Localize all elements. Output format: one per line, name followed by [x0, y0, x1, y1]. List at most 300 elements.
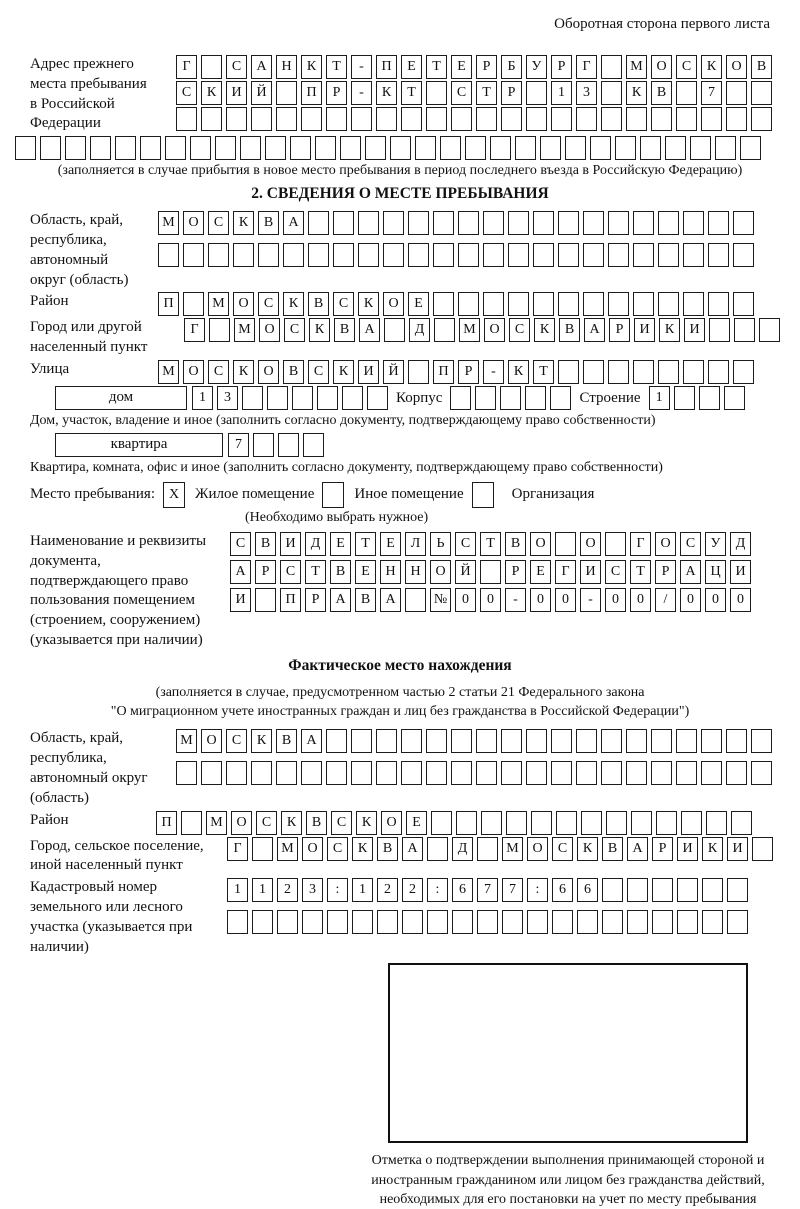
char-box[interactable]: [583, 360, 604, 384]
char-box[interactable]: [751, 761, 772, 785]
char-box[interactable]: Р: [551, 55, 572, 79]
char-box[interactable]: И: [580, 560, 601, 584]
char-box[interactable]: [408, 243, 429, 267]
char-box[interactable]: [658, 292, 679, 316]
char-box[interactable]: П: [156, 811, 177, 835]
char-box[interactable]: [376, 729, 397, 753]
char-box[interactable]: [181, 811, 202, 835]
char-box[interactable]: Т: [305, 560, 326, 584]
char-box[interactable]: И: [230, 588, 251, 612]
char-box[interactable]: :: [327, 878, 348, 902]
char-box[interactable]: [651, 729, 672, 753]
char-box[interactable]: П: [301, 81, 322, 105]
char-box[interactable]: [277, 910, 298, 934]
char-box[interactable]: 0: [480, 588, 501, 612]
char-box[interactable]: [502, 910, 523, 934]
char-box[interactable]: А: [627, 837, 648, 861]
char-box[interactable]: 6: [552, 878, 573, 902]
char-box[interactable]: -: [351, 81, 372, 105]
char-box[interactable]: [633, 211, 654, 235]
char-box[interactable]: И: [280, 532, 301, 556]
char-box[interactable]: [278, 433, 299, 457]
char-box[interactable]: О: [231, 811, 252, 835]
char-box[interactable]: О: [233, 292, 254, 316]
char-box[interactable]: [465, 136, 486, 160]
char-box[interactable]: [401, 107, 422, 131]
char-box[interactable]: 1: [192, 386, 213, 410]
char-box[interactable]: [527, 910, 548, 934]
char-box[interactable]: В: [334, 318, 355, 342]
char-box[interactable]: Т: [476, 81, 497, 105]
char-box[interactable]: [733, 360, 754, 384]
char-box[interactable]: Н: [405, 560, 426, 584]
char-box[interactable]: [608, 211, 629, 235]
char-box[interactable]: [401, 729, 422, 753]
char-box[interactable]: [226, 107, 247, 131]
char-box[interactable]: [501, 729, 522, 753]
char-box[interactable]: [208, 243, 229, 267]
char-box[interactable]: М: [234, 318, 255, 342]
char-box[interactable]: [201, 107, 222, 131]
char-box[interactable]: [408, 211, 429, 235]
char-box[interactable]: [558, 211, 579, 235]
char-box[interactable]: [550, 386, 571, 410]
char-box[interactable]: [433, 211, 454, 235]
char-box[interactable]: Г: [184, 318, 205, 342]
char-box[interactable]: В: [306, 811, 327, 835]
char-box[interactable]: [601, 55, 622, 79]
char-box[interactable]: 2: [377, 878, 398, 902]
char-box[interactable]: Т: [355, 532, 376, 556]
char-box[interactable]: [677, 878, 698, 902]
char-box[interactable]: К: [309, 318, 330, 342]
char-box[interactable]: [342, 386, 363, 410]
char-box[interactable]: А: [380, 588, 401, 612]
char-box[interactable]: [426, 107, 447, 131]
char-box[interactable]: [626, 729, 647, 753]
char-box[interactable]: К: [508, 360, 529, 384]
checkbox-inoe-pomeshchenie[interactable]: [322, 482, 344, 508]
char-box[interactable]: [708, 211, 729, 235]
char-box[interactable]: 1: [551, 81, 572, 105]
char-box[interactable]: 0: [530, 588, 551, 612]
char-box[interactable]: Д: [730, 532, 751, 556]
char-box[interactable]: [358, 211, 379, 235]
char-box[interactable]: [701, 729, 722, 753]
char-box[interactable]: Р: [505, 560, 526, 584]
char-box[interactable]: И: [358, 360, 379, 384]
char-box[interactable]: [315, 136, 336, 160]
char-box[interactable]: М: [459, 318, 480, 342]
char-box[interactable]: [451, 107, 472, 131]
char-box[interactable]: [751, 729, 772, 753]
char-box[interactable]: [376, 761, 397, 785]
char-box[interactable]: [751, 81, 772, 105]
char-box[interactable]: 7: [228, 433, 249, 457]
char-box[interactable]: [626, 761, 647, 785]
char-box[interactable]: [525, 386, 546, 410]
char-box[interactable]: [690, 136, 711, 160]
char-box[interactable]: О: [527, 837, 548, 861]
char-box[interactable]: [533, 243, 554, 267]
char-box[interactable]: [90, 136, 111, 160]
char-box[interactable]: [190, 136, 211, 160]
char-box[interactable]: [701, 107, 722, 131]
char-box[interactable]: Р: [501, 81, 522, 105]
char-box[interactable]: :: [427, 878, 448, 902]
char-box[interactable]: [676, 107, 697, 131]
char-box[interactable]: 0: [555, 588, 576, 612]
char-box[interactable]: Ь: [430, 532, 451, 556]
char-box[interactable]: Т: [533, 360, 554, 384]
char-box[interactable]: [727, 910, 748, 934]
char-box[interactable]: [240, 136, 261, 160]
char-box[interactable]: В: [276, 729, 297, 753]
char-box[interactable]: [581, 811, 602, 835]
char-box[interactable]: [434, 318, 455, 342]
char-box[interactable]: [408, 360, 429, 384]
char-box[interactable]: [483, 292, 504, 316]
char-box[interactable]: [640, 136, 661, 160]
char-box[interactable]: М: [206, 811, 227, 835]
char-box[interactable]: А: [330, 588, 351, 612]
char-box[interactable]: Д: [305, 532, 326, 556]
char-box[interactable]: [302, 910, 323, 934]
char-box[interactable]: 1: [649, 386, 670, 410]
char-box[interactable]: [252, 837, 273, 861]
char-box[interactable]: Т: [426, 55, 447, 79]
char-box[interactable]: Е: [330, 532, 351, 556]
char-box[interactable]: [351, 729, 372, 753]
char-box[interactable]: [601, 107, 622, 131]
char-box[interactable]: [508, 292, 529, 316]
char-box[interactable]: С: [331, 811, 352, 835]
char-box[interactable]: [426, 761, 447, 785]
char-box[interactable]: [565, 136, 586, 160]
char-box[interactable]: Р: [609, 318, 630, 342]
char-box[interactable]: 3: [302, 878, 323, 902]
char-box[interactable]: 2: [277, 878, 298, 902]
char-box[interactable]: [601, 761, 622, 785]
char-box[interactable]: Р: [652, 837, 673, 861]
char-box[interactable]: [415, 136, 436, 160]
char-box[interactable]: [658, 211, 679, 235]
char-box[interactable]: Т: [480, 532, 501, 556]
char-box[interactable]: [158, 243, 179, 267]
char-box[interactable]: С: [552, 837, 573, 861]
char-box[interactable]: [333, 243, 354, 267]
char-box[interactable]: [726, 107, 747, 131]
char-box[interactable]: [674, 386, 695, 410]
char-box[interactable]: С: [680, 532, 701, 556]
char-box[interactable]: 1: [252, 878, 273, 902]
char-box[interactable]: С: [284, 318, 305, 342]
char-box[interactable]: [483, 211, 504, 235]
char-box[interactable]: [327, 910, 348, 934]
char-box[interactable]: [440, 136, 461, 160]
char-box[interactable]: Л: [405, 532, 426, 556]
char-box[interactable]: 1: [227, 878, 248, 902]
char-box[interactable]: [658, 243, 679, 267]
char-box[interactable]: [458, 243, 479, 267]
char-box[interactable]: П: [376, 55, 397, 79]
char-box[interactable]: С: [327, 837, 348, 861]
char-box[interactable]: [602, 910, 623, 934]
char-box[interactable]: [652, 910, 673, 934]
char-box[interactable]: 7: [477, 878, 498, 902]
char-box[interactable]: [165, 136, 186, 160]
char-box[interactable]: И: [634, 318, 655, 342]
char-box[interactable]: В: [255, 532, 276, 556]
char-box[interactable]: [450, 386, 471, 410]
char-box[interactable]: :: [527, 878, 548, 902]
char-box[interactable]: [608, 292, 629, 316]
char-box[interactable]: Е: [451, 55, 472, 79]
char-box[interactable]: [577, 910, 598, 934]
char-box[interactable]: [652, 878, 673, 902]
char-box[interactable]: [551, 729, 572, 753]
char-box[interactable]: И: [677, 837, 698, 861]
char-box[interactable]: Р: [476, 55, 497, 79]
char-box[interactable]: О: [258, 360, 279, 384]
char-box[interactable]: [733, 292, 754, 316]
char-box[interactable]: [500, 386, 521, 410]
char-box[interactable]: 0: [630, 588, 651, 612]
char-box[interactable]: К: [201, 81, 222, 105]
char-box[interactable]: [255, 588, 276, 612]
checkbox-organizatsiya[interactable]: [472, 482, 494, 508]
char-box[interactable]: [326, 761, 347, 785]
char-box[interactable]: [115, 136, 136, 160]
char-box[interactable]: [326, 729, 347, 753]
char-box[interactable]: К: [358, 292, 379, 316]
char-box[interactable]: [676, 761, 697, 785]
char-box[interactable]: С: [605, 560, 626, 584]
char-box[interactable]: [431, 811, 452, 835]
char-box[interactable]: [576, 729, 597, 753]
char-box[interactable]: [201, 55, 222, 79]
char-box[interactable]: Е: [380, 532, 401, 556]
char-box[interactable]: П: [280, 588, 301, 612]
char-box[interactable]: К: [333, 360, 354, 384]
char-box[interactable]: [65, 136, 86, 160]
char-box[interactable]: [176, 761, 197, 785]
char-box[interactable]: С: [676, 55, 697, 79]
char-box[interactable]: О: [259, 318, 280, 342]
char-box[interactable]: [265, 136, 286, 160]
char-box[interactable]: И: [730, 560, 751, 584]
char-box[interactable]: Д: [409, 318, 430, 342]
char-box[interactable]: С: [230, 532, 251, 556]
char-box[interactable]: [683, 211, 704, 235]
char-box[interactable]: [651, 761, 672, 785]
char-box[interactable]: [490, 136, 511, 160]
char-box[interactable]: [267, 386, 288, 410]
char-box[interactable]: 0: [705, 588, 726, 612]
char-box[interactable]: [699, 386, 720, 410]
char-box[interactable]: [276, 107, 297, 131]
char-box[interactable]: И: [226, 81, 247, 105]
char-box[interactable]: Р: [458, 360, 479, 384]
char-box[interactable]: Й: [455, 560, 476, 584]
char-box[interactable]: [708, 243, 729, 267]
char-box[interactable]: [476, 761, 497, 785]
char-box[interactable]: 3: [576, 81, 597, 105]
char-box[interactable]: [383, 211, 404, 235]
char-box[interactable]: [608, 243, 629, 267]
char-box[interactable]: -: [505, 588, 526, 612]
char-box[interactable]: [292, 386, 313, 410]
char-box[interactable]: [483, 243, 504, 267]
char-box[interactable]: О: [381, 811, 402, 835]
char-box[interactable]: [677, 910, 698, 934]
char-box[interactable]: [367, 386, 388, 410]
char-box[interactable]: [526, 81, 547, 105]
char-box[interactable]: [540, 136, 561, 160]
char-box[interactable]: [358, 243, 379, 267]
char-box[interactable]: -: [483, 360, 504, 384]
char-box[interactable]: Н: [380, 560, 401, 584]
char-box[interactable]: [533, 211, 554, 235]
char-box[interactable]: [427, 837, 448, 861]
char-box[interactable]: [508, 211, 529, 235]
char-box[interactable]: [626, 107, 647, 131]
char-box[interactable]: О: [484, 318, 505, 342]
char-box[interactable]: С: [455, 532, 476, 556]
char-box[interactable]: М: [158, 211, 179, 235]
char-box[interactable]: [752, 837, 773, 861]
char-box[interactable]: [576, 761, 597, 785]
char-box[interactable]: В: [258, 211, 279, 235]
char-box[interactable]: О: [651, 55, 672, 79]
char-box[interactable]: [606, 811, 627, 835]
char-box[interactable]: [209, 318, 230, 342]
char-box[interactable]: М: [277, 837, 298, 861]
char-box[interactable]: [551, 761, 572, 785]
char-box[interactable]: [715, 136, 736, 160]
char-box[interactable]: [533, 292, 554, 316]
char-box[interactable]: О: [530, 532, 551, 556]
char-box[interactable]: С: [333, 292, 354, 316]
char-box[interactable]: В: [308, 292, 329, 316]
char-box[interactable]: [433, 243, 454, 267]
char-box[interactable]: [333, 211, 354, 235]
char-box[interactable]: М: [158, 360, 179, 384]
char-box[interactable]: [283, 243, 304, 267]
char-box[interactable]: С: [208, 360, 229, 384]
char-box[interactable]: [456, 811, 477, 835]
char-box[interactable]: Ц: [705, 560, 726, 584]
char-box[interactable]: [252, 910, 273, 934]
char-box[interactable]: [475, 386, 496, 410]
char-box[interactable]: [676, 81, 697, 105]
char-box[interactable]: [515, 136, 536, 160]
char-box[interactable]: А: [230, 560, 251, 584]
char-box[interactable]: К: [659, 318, 680, 342]
char-box[interactable]: [583, 243, 604, 267]
char-box[interactable]: Т: [326, 55, 347, 79]
char-box[interactable]: П: [158, 292, 179, 316]
char-box[interactable]: [724, 386, 745, 410]
char-box[interactable]: [242, 386, 263, 410]
char-box[interactable]: [384, 318, 405, 342]
char-box[interactable]: К: [534, 318, 555, 342]
char-box[interactable]: [426, 729, 447, 753]
char-box[interactable]: [526, 729, 547, 753]
char-box[interactable]: К: [701, 55, 722, 79]
char-box[interactable]: [351, 107, 372, 131]
char-box[interactable]: К: [251, 729, 272, 753]
char-box[interactable]: [731, 811, 752, 835]
char-box[interactable]: С: [208, 211, 229, 235]
char-box[interactable]: С: [256, 811, 277, 835]
char-box[interactable]: С: [451, 81, 472, 105]
char-box[interactable]: [506, 811, 527, 835]
char-box[interactable]: Г: [227, 837, 248, 861]
char-box[interactable]: [226, 761, 247, 785]
char-box[interactable]: К: [356, 811, 377, 835]
char-box[interactable]: [383, 243, 404, 267]
char-box[interactable]: Г: [576, 55, 597, 79]
char-box[interactable]: [740, 136, 761, 160]
char-box[interactable]: О: [580, 532, 601, 556]
char-box[interactable]: [615, 136, 636, 160]
char-box[interactable]: [601, 729, 622, 753]
char-box[interactable]: С: [226, 729, 247, 753]
char-box[interactable]: [676, 729, 697, 753]
char-box[interactable]: [480, 560, 501, 584]
char-box[interactable]: [602, 878, 623, 902]
char-box[interactable]: [451, 729, 472, 753]
char-box[interactable]: -: [580, 588, 601, 612]
char-box[interactable]: Н: [276, 55, 297, 79]
char-box[interactable]: И: [727, 837, 748, 861]
char-box[interactable]: [15, 136, 36, 160]
char-box[interactable]: Г: [630, 532, 651, 556]
char-box[interactable]: К: [626, 81, 647, 105]
char-box[interactable]: Е: [408, 292, 429, 316]
char-box[interactable]: [627, 878, 648, 902]
char-box[interactable]: [501, 761, 522, 785]
char-box[interactable]: 0: [680, 588, 701, 612]
char-box[interactable]: В: [355, 588, 376, 612]
char-box[interactable]: [405, 588, 426, 612]
char-box[interactable]: [583, 211, 604, 235]
char-box[interactable]: 7: [701, 81, 722, 105]
char-box[interactable]: [290, 136, 311, 160]
char-box[interactable]: [665, 136, 686, 160]
char-box[interactable]: А: [584, 318, 605, 342]
char-box[interactable]: №: [430, 588, 451, 612]
char-box[interactable]: [215, 136, 236, 160]
char-box[interactable]: [227, 910, 248, 934]
char-box[interactable]: [476, 107, 497, 131]
char-box[interactable]: [683, 292, 704, 316]
char-box[interactable]: [351, 761, 372, 785]
char-box[interactable]: [317, 386, 338, 410]
char-box[interactable]: У: [526, 55, 547, 79]
char-box[interactable]: К: [702, 837, 723, 861]
char-box[interactable]: [390, 136, 411, 160]
char-box[interactable]: Й: [383, 360, 404, 384]
char-box[interactable]: [633, 360, 654, 384]
char-box[interactable]: Д: [452, 837, 473, 861]
char-box[interactable]: [501, 107, 522, 131]
char-box[interactable]: 1: [352, 878, 373, 902]
char-box[interactable]: [308, 243, 329, 267]
char-box[interactable]: [656, 811, 677, 835]
char-box[interactable]: М: [208, 292, 229, 316]
